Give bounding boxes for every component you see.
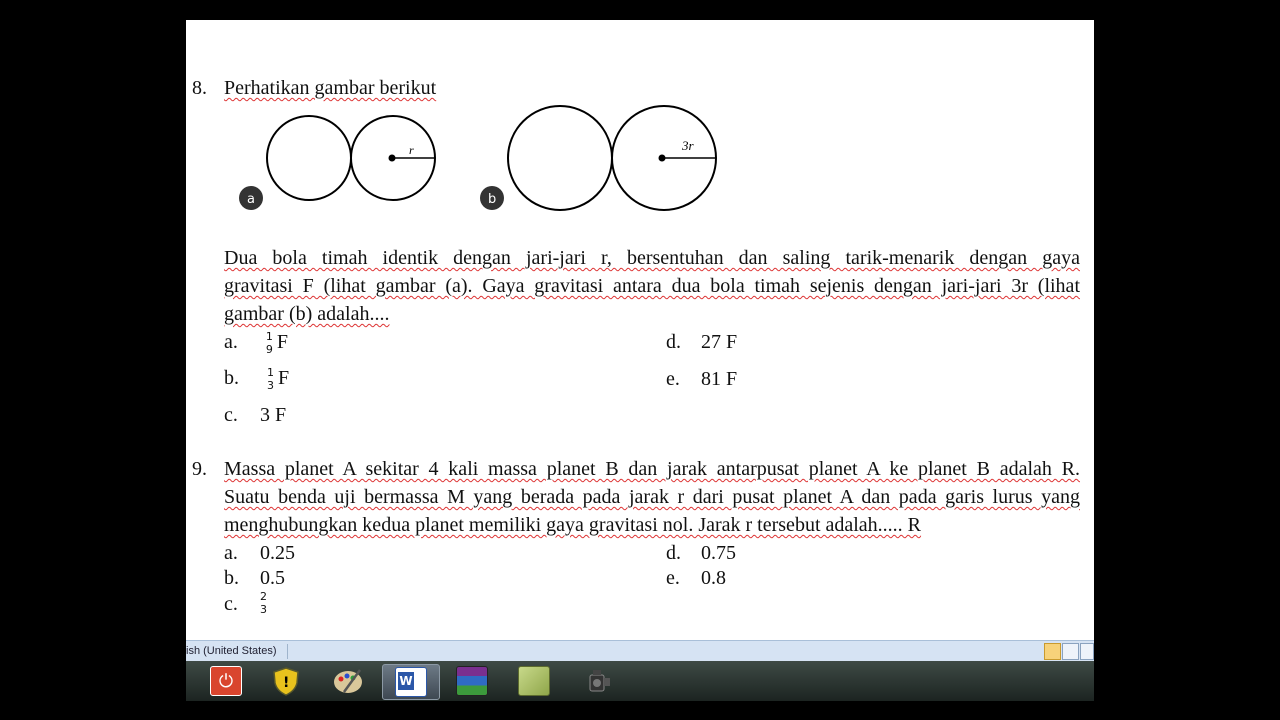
q8-option-c[interactable] <box>224 403 287 427</box>
option-letter: d. <box>666 331 681 353</box>
status-bar <box>186 640 1094 662</box>
q8-option-e[interactable] <box>666 367 738 391</box>
taskbar <box>186 661 1094 701</box>
q8-text-line2: gravitasi F (lihat gambar (a). Gaya gravitasi antara dua bola timah sejenis dengan jari-jari 3r (lihat <box>224 275 1080 297</box>
notes-icon <box>518 666 550 696</box>
option-letter: c. <box>224 404 238 426</box>
power-icon: ⏻ <box>210 666 242 696</box>
option-text: 0.25 <box>260 542 295 564</box>
paint-button[interactable] <box>320 664 376 698</box>
fraction-numerator: 1 <box>265 330 273 344</box>
print-layout-view-icon[interactable] <box>1044 643 1061 660</box>
option-text: 3 F <box>260 404 287 426</box>
q8-option-d[interactable] <box>666 330 738 354</box>
fraction <box>267 366 274 392</box>
q8-text-line3: gambar (b) adalah.... <box>224 303 390 325</box>
option-letter: a. <box>224 542 238 564</box>
option-letter: a. <box>224 331 238 353</box>
word-icon: W <box>395 667 427 697</box>
option-unit: F <box>278 367 290 389</box>
language-indicator[interactable]: ish (United States) <box>186 645 277 657</box>
camera-icon <box>583 666 613 696</box>
q9-text-line3: menghubungkan kedua planet memiliki gaya gravitasi nol. Jarak r tersebut adalah..... R <box>224 514 922 536</box>
power-button[interactable] <box>198 664 254 698</box>
document-page <box>186 20 1094 640</box>
q9-text-line1: Massa planet A sekitar 4 kali massa planet B dan jarak antarpusat planet A ke planet B adalah R. <box>224 458 1080 480</box>
q8-text-line1: Dua bola timah identik dengan jari-jari r, bersentuhan dan saling tarik-menarik dengan gaya <box>224 247 1080 269</box>
q9-number: 9. <box>192 458 207 480</box>
svg-text:!: ! <box>283 675 290 691</box>
notes-button[interactable] <box>506 664 562 698</box>
option-text: 81 F <box>701 368 738 390</box>
fraction <box>266 330 273 356</box>
option-text: 0.8 <box>701 567 726 589</box>
q8-option-b[interactable] <box>224 366 289 392</box>
security-button[interactable] <box>258 664 314 698</box>
q9-option-a[interactable] <box>224 541 295 565</box>
option-text: 0.5 <box>260 567 285 589</box>
option-letter: b. <box>224 367 239 389</box>
q9-option-d[interactable] <box>666 541 736 565</box>
q8-title: Perhatikan gambar berikut <box>224 77 437 99</box>
option-letter: e. <box>666 567 680 589</box>
full-screen-reading-view-icon[interactable] <box>1062 643 1079 660</box>
radius-label-a: r <box>409 143 414 157</box>
status-separator <box>287 644 288 659</box>
option-letter: c. <box>224 593 238 615</box>
word-taskbar-button[interactable] <box>382 664 440 700</box>
radius-label-b: 3r <box>682 138 694 153</box>
fraction-numerator: 1 <box>267 366 274 380</box>
q8-figure <box>226 100 746 220</box>
q9-text-line2: Suatu benda uji bermassa M yang berada pada jarak r dari pusat planet A dan pada garis lurus yang <box>224 486 1080 508</box>
option-unit: F <box>276 331 289 353</box>
figure-label-a: a <box>247 192 255 207</box>
q9-option-e[interactable] <box>666 566 726 590</box>
fraction-numerator: 2 <box>260 590 267 603</box>
fraction-denominator: 9 <box>265 343 273 357</box>
fraction <box>260 590 267 616</box>
paint-icon <box>332 666 364 696</box>
figure-b <box>480 106 716 210</box>
web-layout-view-icon[interactable] <box>1080 643 1094 660</box>
q9-option-b[interactable] <box>224 566 285 590</box>
fraction-denominator: 3 <box>267 379 274 393</box>
sphere-left-b <box>508 106 612 210</box>
option-letter: d. <box>666 542 681 564</box>
sphere-left-a <box>267 116 351 200</box>
shield-icon <box>271 666 301 696</box>
q8-number: 8. <box>192 77 207 99</box>
q8-option-a[interactable] <box>224 330 288 356</box>
option-text: 27 F <box>701 331 738 353</box>
option-letter: e. <box>666 368 680 390</box>
q9-option-c[interactable] <box>224 590 267 616</box>
winrar-button[interactable] <box>444 664 500 698</box>
fraction-denominator: 3 <box>260 603 267 616</box>
figure-a <box>239 116 435 210</box>
recorder-button[interactable] <box>570 664 626 698</box>
option-letter: b. <box>224 567 239 589</box>
winrar-icon <box>456 666 488 696</box>
option-text: 0.75 <box>701 542 736 564</box>
figure-label-b: b <box>488 192 497 207</box>
